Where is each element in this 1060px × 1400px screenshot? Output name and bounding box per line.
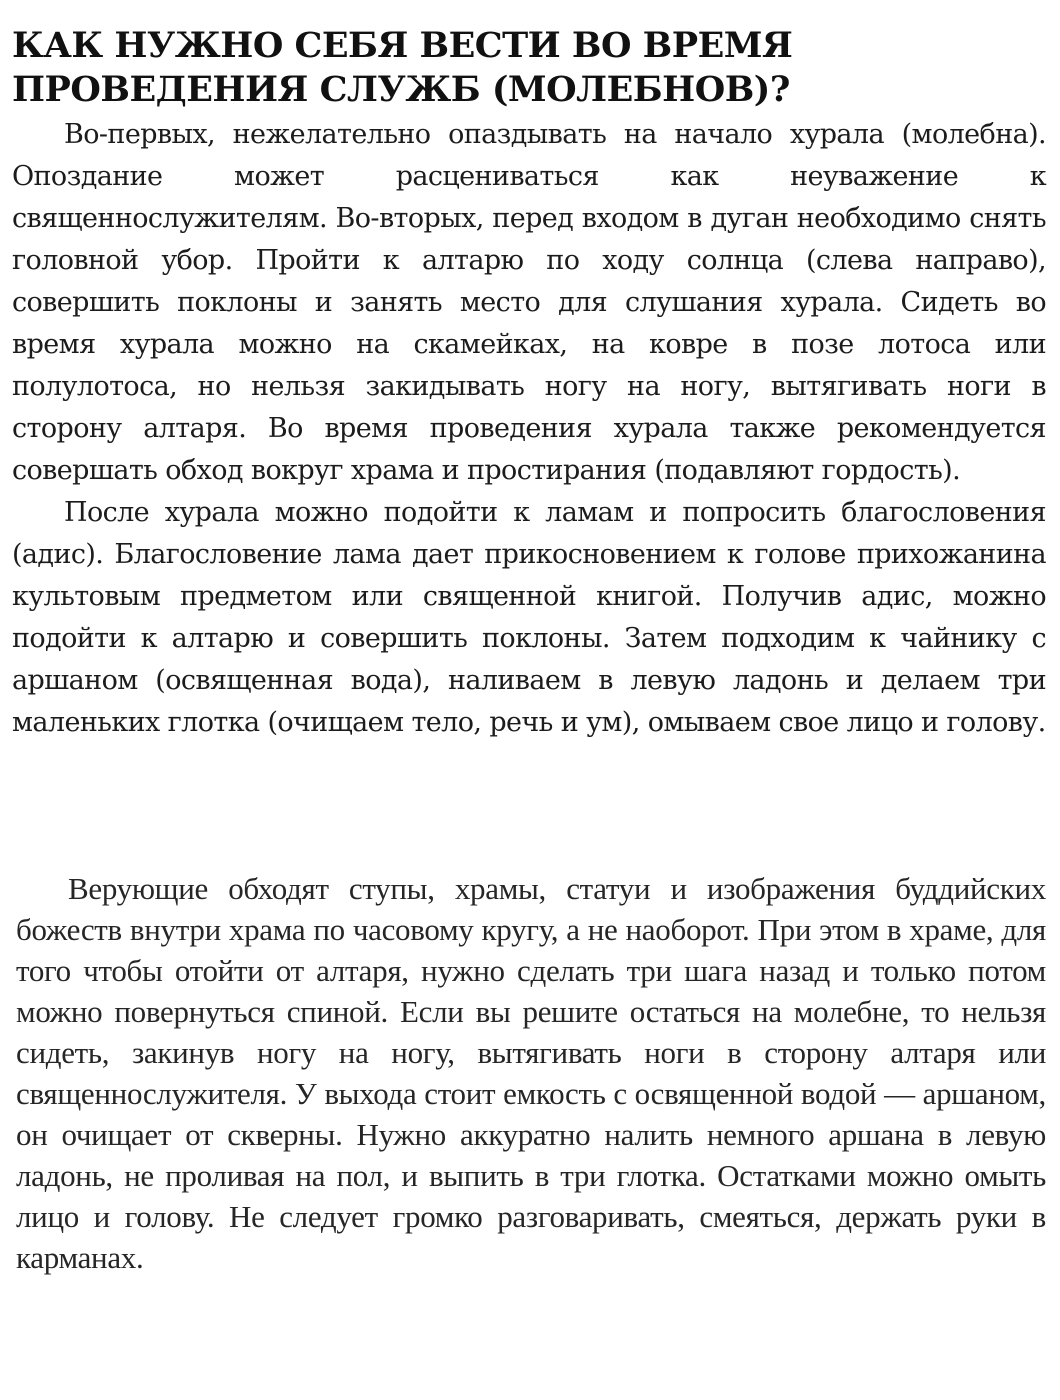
article-body bbox=[12, 114, 1046, 744]
article-paragraph: Во-первых, нежелательно опаздывать на начало хурала (молебна). Опоздание может расцениваться как неуважение к священнослужителям. Во-вторых, перед входом в дуган необходимо снять головной убор. Пройти к алтарю по ходу солнца (слева направо), совершить поклоны и занять место для слушания хурала. Сидеть во время хурала можно на скамейках, на ковре в позе лотоса или полулотоса, но нельзя закидывать ногу на ногу, вытягивать ноги в сторону алтаря. Во время проведения хурала также рекомендуется совершать обход вокруг храма и простирания (подавляют гордость). bbox=[12, 119, 1046, 486]
clipping-block bbox=[16, 868, 1046, 1278]
clipping-paragraph: Верующие обходят ступы, храмы, статуи и изображения буддийских божеств внутри храма по часовому кругу, а не наоборот. При этом в храме, для того чтобы отойти от алтаря, нужно сделать три шага назад и только потом можно повернуться спиной. Если вы решите остаться на молебне, то нельзя сидеть, закинув ногу на ногу, вытягивать ноги в сторону алтаря или священнослужителя. У выхода стоит емкость с освященной водой — аршаном, он очищает от скверны. Нужно аккуратно налить немного аршана в левую ладонь, не проливая на пол, и выпить в три глотка. Остатками можно омыть лицо и голову. Не следует громко разговаривать, смеяться, держать руки в карманах. bbox=[16, 871, 1046, 1275]
article-title: КАК НУЖНО СЕБЯ ВЕСТИ ВО ВРЕМЯ ПРОВЕДЕНИЯ СЛУЖБ (МОЛЕБНОВ)? bbox=[12, 25, 793, 110]
article-paragraph: После хурала можно подойти к ламам и попросить благословения (адис). Благословение лама дает прикосновением к голове прихожанина культовым предметом или священной книгой. Получив адис, можно подойти к алтарю и совершить поклоны. Затем подходим к чайнику с аршаном (освященная вода), наливаем в левую ладонь и делаем три маленьких глотка (очищаем тело, речь и ум), омываем свое лицо и голову. bbox=[12, 497, 1046, 738]
